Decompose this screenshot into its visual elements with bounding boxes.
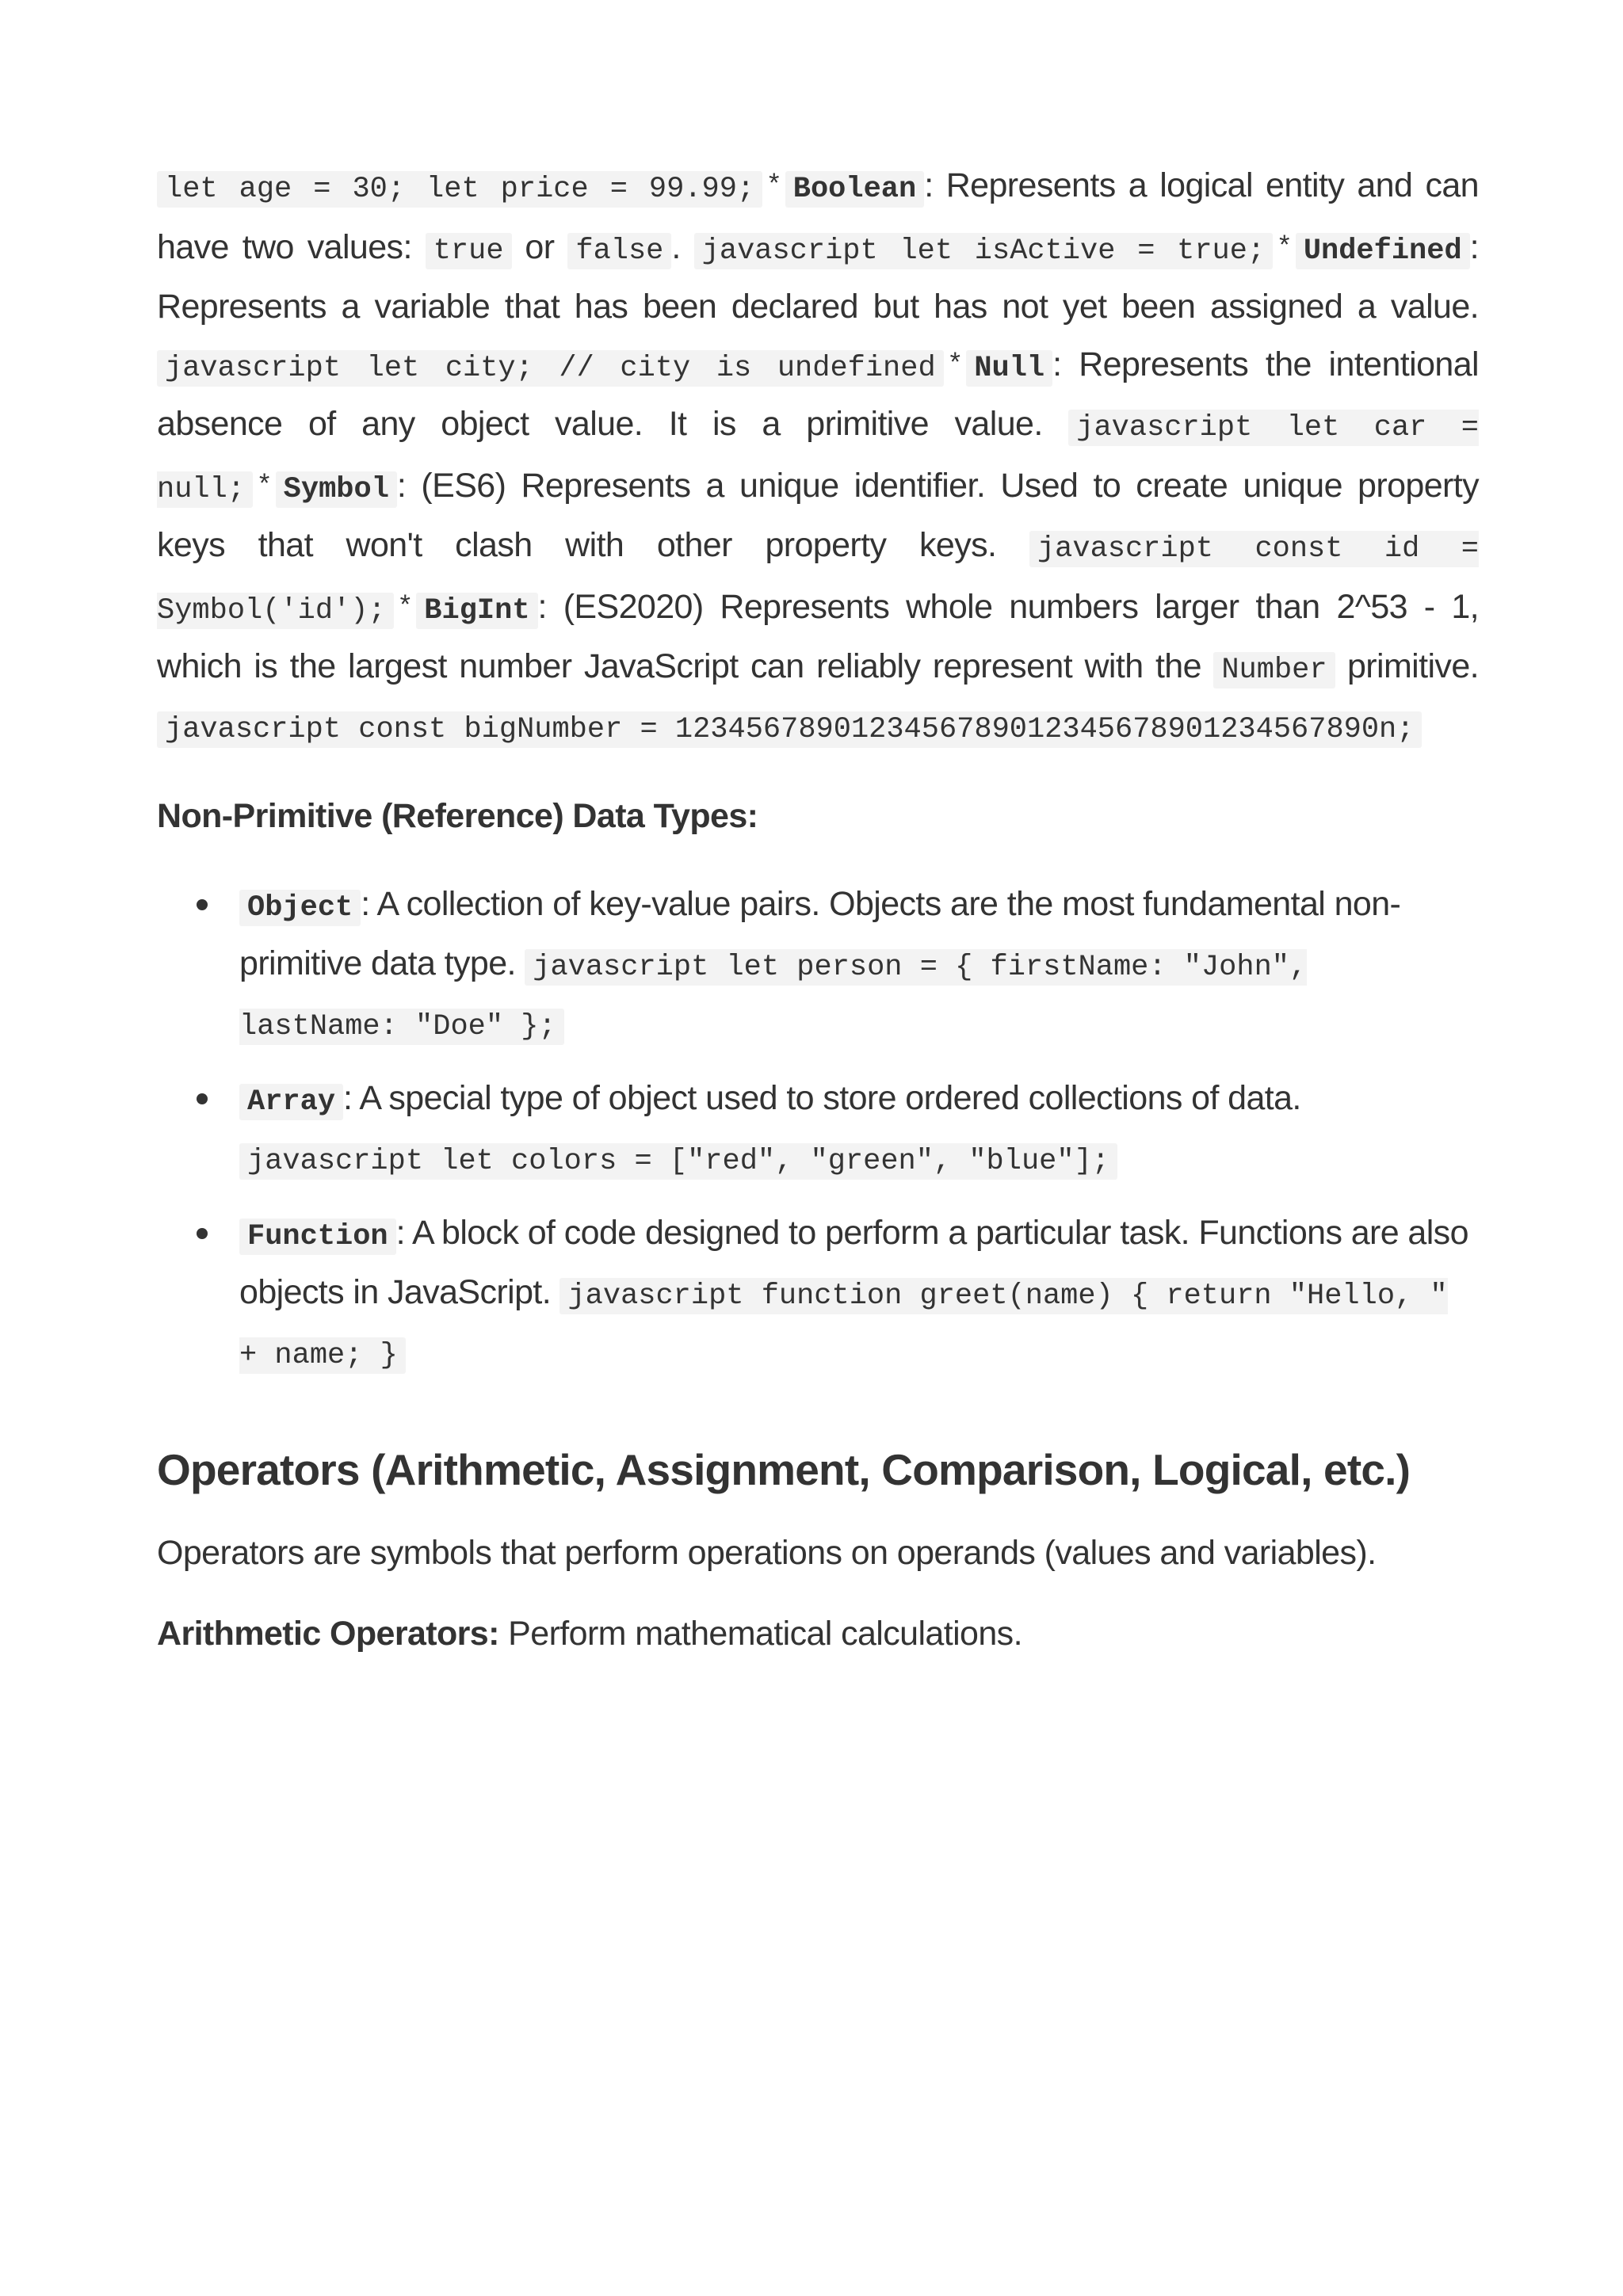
- bullet-icon: [197, 1093, 208, 1104]
- code-snippet-null: javascript let car = null;: [157, 411, 1479, 506]
- type-label-undefined: Undefined: [1296, 233, 1470, 269]
- code-snippet-symbol: javascript const id = Symbol('id');: [157, 532, 1479, 627]
- bigint-description: : (ES2020) Represents whole numbers larger than 2^53 - 1, which is the largest number JavaScript can reliably represent with the: [157, 588, 1479, 685]
- period-text: .: [671, 228, 681, 266]
- undefined-description: : Represents a variable that has been declared but has not yet been assigned a value.: [157, 228, 1480, 326]
- function-description: : A block of code designed to perform a particular task. Functions are also objects in JavaScript.: [239, 1214, 1468, 1311]
- code-snippet-object: javascript let person = { firstName: "John", lastName: "Doe" };: [239, 951, 1308, 1043]
- type-label-object: Object: [239, 890, 361, 926]
- arithmetic-operators-description: Perform mathematical calculations.: [498, 1615, 1022, 1653]
- code-number: Number: [1213, 652, 1335, 688]
- arithmetic-operators-paragraph: [157, 1608, 1479, 1659]
- bullet-icon: [197, 899, 208, 910]
- bullet-icon: [197, 1228, 208, 1239]
- arithmetic-operators-label: Arithmetic Operators:: [157, 1615, 499, 1653]
- list-marker-star: *: [399, 589, 411, 620]
- operators-heading: Operators (Arithmetic, Assignment, Comparison, Logical, etc.): [157, 1445, 1411, 1494]
- code-snippet-bigint: javascript const bigNumber = 1234567890123456789012345678901234567890n;: [157, 711, 1422, 748]
- object-description: : A collection of key-value pairs. Objects are the most fundamental non-primitive data type.: [239, 885, 1401, 982]
- boolean-description: : Represents a logical entity and can have two values:: [157, 166, 1479, 266]
- list-marker-star: *: [1279, 230, 1289, 260]
- non-primitive-heading: Non-Primitive (Reference) Data Types:: [157, 797, 758, 835]
- or-text: or: [511, 228, 568, 266]
- operators-intro: Operators are symbols that perform operations on operands (values and variables).: [157, 1534, 1377, 1572]
- code-snippet-function: javascript function greet(name) { return "Hello, " + name; }: [239, 1280, 1448, 1372]
- code-snippet-boolean: javascript let isActive = true;: [694, 233, 1274, 269]
- list-marker-star: *: [949, 347, 960, 377]
- list-marker-star: *: [259, 468, 269, 498]
- code-snippet-array: javascript let colors = ["red", "green", "blue"];: [239, 1143, 1117, 1180]
- document-page: [157, 155, 1479, 1659]
- symbol-description: : (ES6) Represents a unique identifier. Used to create unique property keys that won't clash with other property keys.: [157, 467, 1479, 564]
- array-description: : A special type of object used to store ordered collections of data.: [343, 1079, 1301, 1117]
- type-label-bigint: BigInt: [416, 593, 537, 629]
- primitive-types-paragraph: [157, 155, 1479, 757]
- type-label-function: Function: [239, 1219, 396, 1255]
- code-snippet-numbers: let age = 30; let price = 99.99;: [157, 171, 762, 208]
- non-primitive-list: [157, 876, 1479, 1383]
- type-label-boolean: Boolean: [785, 171, 924, 208]
- code-snippet-undefined: javascript let city; // city is undefined: [157, 350, 944, 387]
- code-false: false: [567, 233, 671, 269]
- primitive-text: primitive.: [1335, 647, 1479, 685]
- list-marker-star: *: [769, 168, 779, 198]
- list-item: [157, 876, 1479, 1055]
- type-label-symbol: Symbol: [276, 471, 397, 508]
- null-description: : Represents the intentional absence of any object value. It is a primitive value.: [157, 345, 1479, 443]
- list-item: [157, 1205, 1479, 1383]
- type-label-null: Null: [966, 350, 1052, 387]
- type-label-array: Array: [239, 1084, 343, 1120]
- code-true: true: [426, 233, 512, 269]
- list-item: [157, 1070, 1479, 1189]
